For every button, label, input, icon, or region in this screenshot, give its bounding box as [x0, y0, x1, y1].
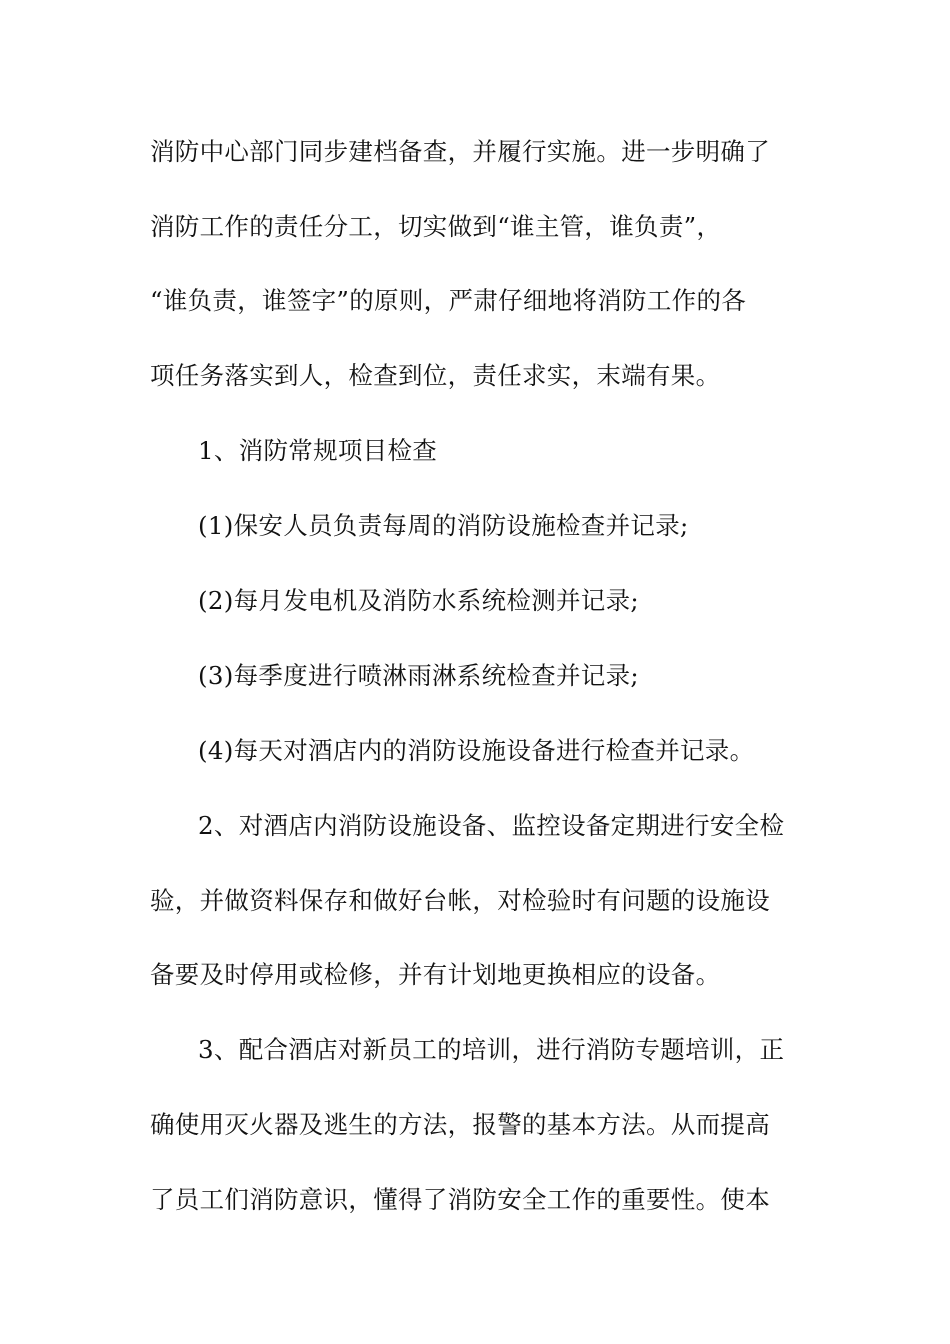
text-line: 验，并做资料保存和做好台帐，对检验时有问题的设施设: [150, 886, 770, 915]
list-item: (1)保安人员负责每周的消防设施检查并记录;: [198, 511, 689, 540]
paragraph-start: 2、对酒店内消防设施设备、监控设备定期进行安全检: [198, 811, 785, 840]
text-line: 备要及时停用或检修，并有计划地更换相应的设备。: [150, 960, 721, 989]
list-item: (4)每天对酒店内的消防设施设备进行检查并记录。: [198, 736, 755, 765]
text-line: 了员工们消防意识，懂得了消防安全工作的重要性。使本: [150, 1185, 770, 1214]
text-line: 消防工作的责任分工，切实做到“谁主管，谁负责”，: [150, 212, 722, 241]
text-line: 项任务落实到人，检查到位，责任求实，末端有果。: [150, 361, 721, 390]
list-item: (2)每月发电机及消防水系统检测并记录;: [198, 586, 639, 615]
text-line: “谁负责，谁签字”的原则，严肃仔细地将消防工作的各: [150, 286, 747, 315]
list-item: (3)每季度进行喷淋雨淋系统检查并记录;: [198, 661, 639, 690]
text-line: 消防中心部门同步建档备查，并履行实施。进一步明确了: [150, 137, 770, 166]
paragraph-start: 3、配合酒店对新员工的培训，进行消防专题培训，正: [198, 1035, 785, 1064]
text-line: 确使用灭火器及逃生的方法，报警的基本方法。从而提高: [150, 1110, 770, 1139]
section-heading: 1、消防常规项目检查: [198, 436, 438, 465]
